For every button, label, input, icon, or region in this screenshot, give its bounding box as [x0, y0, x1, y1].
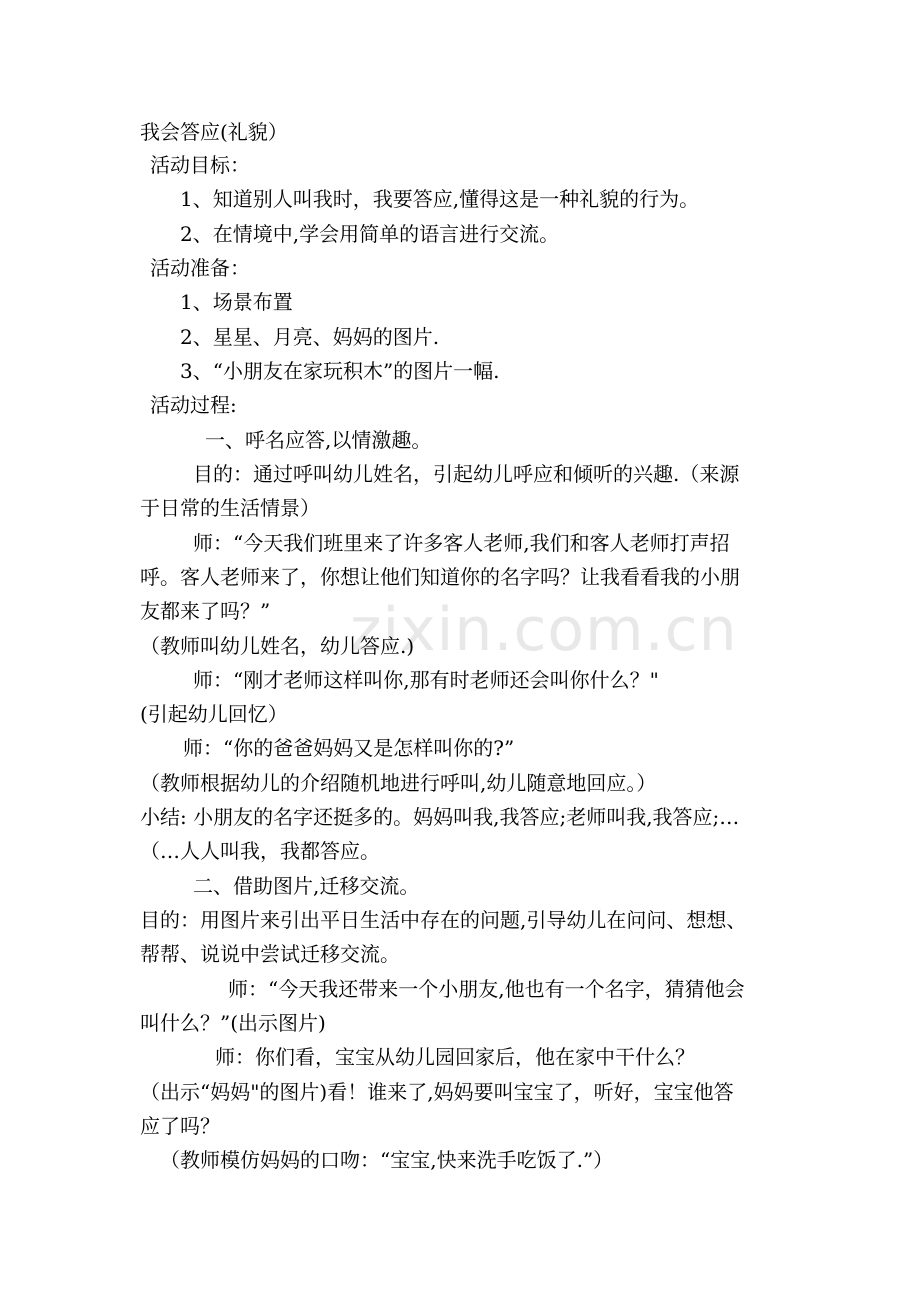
- paragraph-line: 呼。客人老师来了，你想让他们知道你的名字吗？让我看看我的小朋: [140, 565, 740, 589]
- document-title: 我会答应(礼貌）: [140, 120, 288, 144]
- section-heading-goals: 活动目标：: [150, 153, 250, 177]
- goal-item-1: 1、知道别人叫我时，我要答应,懂得这是一种礼貌的行为。: [180, 187, 700, 211]
- section-heading-preparation: 活动准备：: [150, 256, 250, 280]
- paragraph-line: (引起幼儿回忆）: [140, 702, 288, 726]
- paragraph-line: 目的：用图片来引出平日生活中存在的问题,引导幼儿在问问、想想、: [140, 908, 747, 932]
- preparation-item-2: 2、星星、月亮、妈妈的图片.: [180, 325, 440, 349]
- summary-line: 小结: 小朋友的名字还挺多的。妈妈叫我,我答应;老师叫我,我答应;…: [140, 805, 740, 829]
- paragraph-line: 帮帮、说说中尝试迁移交流。: [140, 942, 400, 966]
- paragraph-line: （…人人叫我，我都答应。: [140, 839, 380, 863]
- process-step-1-title: 一、呼名应答,以情激趣。: [205, 428, 432, 452]
- paragraph-line: （教师叫幼儿姓名，幼儿答应.): [140, 634, 415, 658]
- goal-item-2: 2、在情境中,学会用简单的语言进行交流。: [180, 222, 560, 246]
- paragraph-line: 师：“今天我们班里来了许多客人老师,我们和客人老师打声招: [193, 531, 730, 555]
- paragraph-line: 应了吗？: [140, 1114, 220, 1138]
- paragraph-line: 师：“刚才老师这样叫你,那有时老师还会叫你什么？": [193, 668, 659, 692]
- process-step-2-title: 二、借助图片,迁移交流。: [193, 874, 420, 898]
- paragraph-line: （教师模仿妈妈的口吻：“宝宝,快来洗手吃饭了.”）: [160, 1148, 614, 1172]
- paragraph-line: 叫什么？”(出示图片): [140, 1011, 326, 1035]
- paragraph-line: 友都来了吗？”: [140, 599, 271, 623]
- section-heading-process: 活动过程:: [150, 393, 237, 417]
- paragraph-line: （出示“妈妈"的图片)看！谁来了,妈妈要叫宝宝了，听好，宝宝他答: [140, 1080, 734, 1104]
- preparation-item-3: 3、“小朋友在家玩积木”的图片一幅.: [180, 359, 500, 383]
- paragraph-line: 目的：通过呼叫幼儿姓名，引起幼儿呼应和倾听的兴趣.（来源: [193, 462, 740, 486]
- paragraph-line: 于日常的生活情景）: [140, 496, 320, 520]
- paragraph-line: 师：“今天我还带来一个小朋友,他也有一个名字，猜猜他会: [228, 977, 745, 1001]
- paragraph-line: 师：你们看，宝宝从幼儿园回家后，他在家中干什么？: [215, 1045, 695, 1069]
- preparation-item-1: 1、场景布置: [180, 290, 293, 314]
- paragraph-line: 师：“你的爸爸妈妈又是怎样叫你的?”: [183, 736, 515, 760]
- watermark: zixin.com.cn: [350, 595, 738, 665]
- paragraph-line: （教师根据幼儿的介绍随机地进行呼叫,幼儿随意地回应。）: [140, 771, 657, 795]
